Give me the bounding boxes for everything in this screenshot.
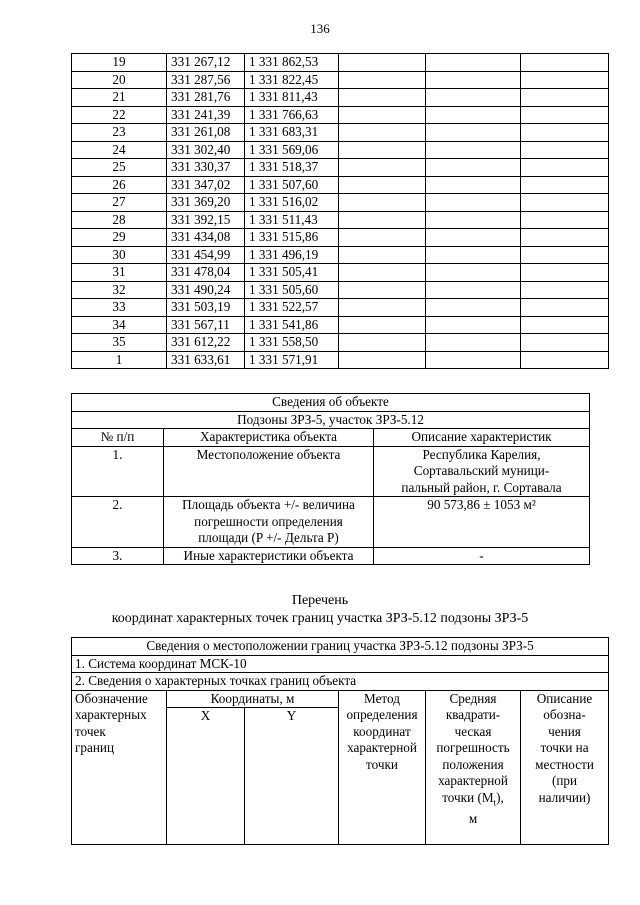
coord-x: 331 392,15	[167, 211, 245, 229]
empty-cell	[339, 194, 426, 212]
point-number: 1	[72, 351, 167, 369]
point-number: 20	[72, 71, 167, 89]
coord-y: 1 331 515,86	[245, 229, 339, 247]
point-number: 26	[72, 176, 167, 194]
point-number: 28	[72, 211, 167, 229]
coord-y: 1 331 505,60	[245, 281, 339, 299]
col-line: точек	[75, 723, 106, 739]
point-number: 34	[72, 316, 167, 334]
empty-cell	[426, 176, 521, 194]
point-number: 30	[72, 246, 167, 264]
col-line: характерных	[75, 707, 147, 722]
col-line: определения	[346, 707, 418, 722]
empty-cell	[521, 281, 609, 299]
coord-y: 1 331 507,60	[245, 176, 339, 194]
header-description: Описание характеристик	[374, 429, 590, 447]
mt-text: точки (M	[442, 789, 494, 805]
point-number: 29	[72, 229, 167, 247]
coord-row	[72, 71, 609, 89]
coord-system: 1. Система координат МСК-10	[72, 655, 609, 673]
coord-x: 331 503,19	[167, 299, 245, 317]
empty-cell	[426, 89, 521, 107]
empty-cell	[339, 264, 426, 282]
coord-y: 1 331 822,45	[245, 71, 339, 89]
coord-x: 331 490,24	[167, 281, 245, 299]
empty-cell	[339, 229, 426, 247]
empty-cell	[339, 89, 426, 107]
coord-row	[72, 246, 609, 264]
coord-y: 1 331 505,41	[245, 264, 339, 282]
empty-cell	[426, 229, 521, 247]
header-num: № п/п	[72, 429, 164, 447]
empty-cell	[426, 194, 521, 212]
y-header: Y	[245, 708, 339, 845]
empty-cell	[339, 351, 426, 369]
coord-row	[72, 211, 609, 229]
empty-cell	[521, 194, 609, 212]
col-line: чения	[548, 723, 581, 739]
point-number: 23	[72, 124, 167, 142]
coord-row	[72, 54, 609, 72]
coord-x: 331 454,99	[167, 246, 245, 264]
coord-row	[72, 351, 609, 369]
empty-cell	[521, 54, 609, 72]
mt-close: ),	[496, 789, 504, 805]
col-line: Обозначение	[75, 690, 148, 706]
list-heading-line1: Перечень	[291, 593, 349, 608]
empty-cell	[426, 124, 521, 142]
coord-x: 331 267,12	[167, 54, 245, 72]
empty-cell	[426, 141, 521, 159]
empty-cell	[339, 71, 426, 89]
desc-line: пальный район, г. Сортавала	[401, 479, 562, 495]
coords-header: Координаты, м	[167, 690, 339, 708]
coord-row	[72, 316, 609, 334]
point-number: 33	[72, 299, 167, 317]
row-description: 90 573,86 ± 1053 м²	[374, 497, 590, 548]
list-heading-line2: координат характерных точек границ участка ЗРЗ-5.12 подзоны ЗРЗ-5	[111, 611, 529, 626]
empty-cell	[339, 334, 426, 352]
row-characteristic: Иные характеристики объекта	[164, 547, 374, 565]
coord-row	[72, 159, 609, 177]
x-header: X	[167, 708, 245, 845]
coord-x: 331 281,76	[167, 89, 245, 107]
coord-x: 331 478,04	[167, 264, 245, 282]
empty-cell	[521, 264, 609, 282]
empty-cell	[521, 71, 609, 89]
mt-sub: t	[493, 797, 497, 808]
coord-y: 1 331 541,86	[245, 316, 339, 334]
empty-cell	[339, 159, 426, 177]
empty-cell	[426, 211, 521, 229]
col-line: границ	[75, 740, 115, 755]
coord-x: 331 287,56	[167, 71, 245, 89]
row-description	[374, 446, 590, 497]
empty-cell	[339, 124, 426, 142]
empty-cell	[426, 159, 521, 177]
coord-x: 331 434,08	[167, 229, 245, 247]
empty-cell	[339, 316, 426, 334]
col-method	[339, 690, 426, 845]
empty-cell	[339, 176, 426, 194]
object-info-subtitle: Подзоны ЗРЗ-5, участок ЗРЗ-5.12	[72, 411, 590, 429]
coord-x: 331 369,20	[167, 194, 245, 212]
empty-cell	[426, 299, 521, 317]
empty-cell	[339, 281, 426, 299]
coord-y: 1 331 683,31	[245, 124, 339, 142]
empty-cell	[426, 281, 521, 299]
empty-cell	[521, 316, 609, 334]
col-line: характерной	[438, 773, 508, 788]
coord-row	[72, 264, 609, 282]
empty-cell	[521, 141, 609, 159]
coord-x: 331 567,11	[167, 316, 245, 334]
char-line: Площадь объекта +/- величина	[182, 497, 355, 512]
empty-cell	[339, 211, 426, 229]
empty-cell	[426, 54, 521, 72]
coord-y: 1 331 571,91	[245, 351, 339, 369]
empty-cell	[426, 71, 521, 89]
coord-x: 331 261,08	[167, 124, 245, 142]
col-line: характерной	[347, 740, 417, 755]
empty-cell	[339, 106, 426, 124]
point-number: 32	[72, 281, 167, 299]
empty-cell	[521, 334, 609, 352]
empty-cell	[339, 54, 426, 72]
col-line: квадрати-	[445, 707, 501, 722]
col-line: м	[468, 810, 478, 826]
coord-y: 1 331 496,19	[245, 246, 339, 264]
col-desc	[521, 690, 609, 845]
empty-cell	[521, 229, 609, 247]
coord-y: 1 331 511,43	[245, 211, 339, 229]
coord-row	[72, 176, 609, 194]
col-line: обозна-	[543, 707, 586, 722]
coord-x: 331 612,22	[167, 334, 245, 352]
empty-cell	[521, 351, 609, 369]
row-num: 1.	[72, 446, 164, 497]
coord-y: 1 331 516,02	[245, 194, 339, 212]
empty-cell	[426, 246, 521, 264]
coord-row	[72, 299, 609, 317]
point-number: 21	[72, 89, 167, 107]
desc-line: Сортавальский муници-	[413, 463, 550, 478]
point-number: 31	[72, 264, 167, 282]
coord-y: 1 331 522,57	[245, 299, 339, 317]
col-line: Описание	[536, 690, 593, 706]
empty-cell	[521, 106, 609, 124]
coord-y: 1 331 862,53	[245, 54, 339, 72]
col-line: точки	[366, 756, 398, 772]
coord-row	[72, 106, 609, 124]
coord-y: 1 331 558,50	[245, 334, 339, 352]
header-characteristic: Характеристика объекта	[164, 429, 374, 447]
empty-cell	[426, 351, 521, 369]
row-description: -	[374, 547, 590, 565]
point-number: 35	[72, 334, 167, 352]
coord-x: 331 302,40	[167, 141, 245, 159]
coord-row	[72, 229, 609, 247]
empty-cell	[339, 246, 426, 264]
coord-row	[72, 141, 609, 159]
coordinates-table	[71, 53, 609, 369]
col-line: Средняя	[449, 690, 497, 706]
row-characteristic	[164, 497, 374, 548]
empty-cell	[426, 316, 521, 334]
point-number: 27	[72, 194, 167, 212]
col-line	[429, 790, 517, 811]
col-line: (при	[551, 773, 578, 788]
empty-cell	[521, 211, 609, 229]
col-error	[426, 690, 521, 845]
char-line: погрешности определения	[194, 513, 343, 529]
coord-x: 331 347,02	[167, 176, 245, 194]
coord-y: 1 331 518,37	[245, 159, 339, 177]
empty-cell	[426, 106, 521, 124]
point-number: 25	[72, 159, 167, 177]
coord-row	[72, 194, 609, 212]
coord-x: 331 241,39	[167, 106, 245, 124]
empty-cell	[521, 89, 609, 107]
empty-cell	[521, 176, 609, 194]
points-heading: 2. Сведения о характерных точках границ объекта	[72, 673, 609, 691]
coord-y: 1 331 766,63	[245, 106, 339, 124]
empty-cell	[339, 141, 426, 159]
row-num: 2.	[72, 497, 164, 548]
coord-y: 1 331 569,06	[245, 141, 339, 159]
empty-cell	[426, 264, 521, 282]
empty-cell	[521, 124, 609, 142]
col-line: погрешность	[436, 740, 510, 755]
row-characteristic: Местоположение объекта	[164, 446, 374, 497]
point-number: 19	[72, 54, 167, 72]
col-line: ческая	[454, 723, 492, 739]
col-line: положения	[442, 756, 504, 772]
empty-cell	[521, 246, 609, 264]
col-designation	[72, 690, 167, 845]
coord-y: 1 331 811,43	[245, 89, 339, 107]
page-number: 136	[310, 21, 330, 36]
coord-row	[72, 89, 609, 107]
location-table	[71, 637, 609, 845]
point-number: 22	[72, 106, 167, 124]
col-line: точки на	[540, 740, 589, 755]
point-number: 24	[72, 141, 167, 159]
coord-x: 331 330,37	[167, 159, 245, 177]
coord-row	[72, 334, 609, 352]
object-info-table	[71, 393, 590, 565]
location-title: Сведения о местоположении границ участка ЗРЗ-5.12 подзоны ЗРЗ-5	[72, 638, 609, 656]
object-info-title: Сведения об объекте	[72, 394, 590, 412]
col-line: наличии)	[538, 789, 591, 805]
coord-row	[72, 124, 609, 142]
empty-cell	[521, 159, 609, 177]
col-line: Метод	[364, 690, 400, 706]
empty-cell	[339, 299, 426, 317]
col-line: координат	[353, 723, 411, 739]
coord-x: 331 633,61	[167, 351, 245, 369]
row-num: 3.	[72, 547, 164, 565]
desc-line: Республика Карелия,	[422, 446, 541, 462]
empty-cell	[426, 334, 521, 352]
empty-cell	[521, 299, 609, 317]
char-line: площади (P +/- Дельта P)	[198, 530, 339, 545]
col-line: местности	[535, 756, 594, 772]
coord-row	[72, 281, 609, 299]
